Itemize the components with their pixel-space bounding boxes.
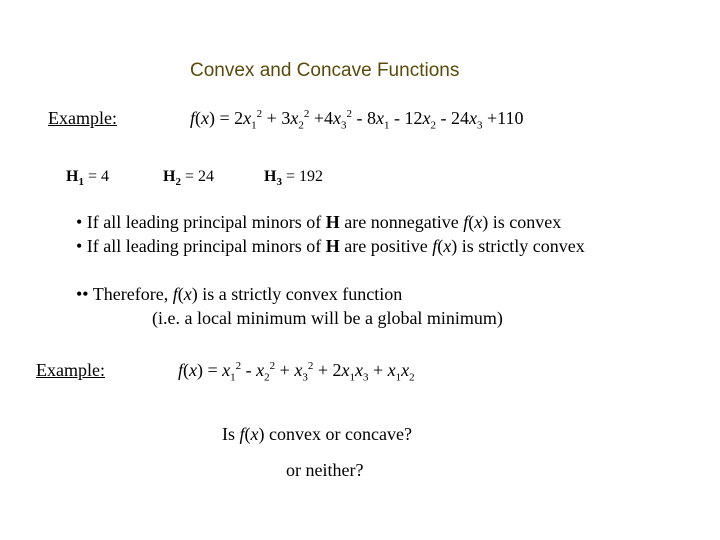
f-symbol: f — [190, 108, 196, 128]
bullet-strictly-convex: • If all leading principal minors of H are positive f(x) is strictly convex — [76, 236, 585, 256]
conclusion-note: (i.e. a local minimum will be a global minimum) — [152, 308, 503, 328]
page-title: Convex and Concave Functions — [190, 60, 460, 81]
example1-function: $f(x) = 2x_1^2 + 3x_2^2 +4x_3^2 - 8x_1 - 12x_2 - 24x_3 +110$ — [190, 108, 524, 132]
minor-h2: $H_2 = 24$ — [163, 168, 214, 189]
question-convex-concave: Is f(x) convex or concave? — [222, 424, 412, 444]
question-neither: or neither? — [286, 460, 364, 480]
example-label-2: Example: — [36, 360, 105, 380]
minor-h1: $H_1 = 4$ — [66, 168, 109, 189]
example2-function: $f(x) = x_1^2 - x_2^2 + x_3^2 + 2x_1x_3 + x_1x_2$ — [178, 360, 415, 384]
minor-h3: $H_3 = 192$ — [264, 168, 323, 189]
example-label-1: Example: — [48, 108, 117, 128]
conclusion-line: •• Therefore, f(x) is a strictly convex function — [76, 284, 403, 304]
bullet-convex: • If all leading principal minors of H are nonnegative f(x) is convex — [76, 212, 562, 232]
